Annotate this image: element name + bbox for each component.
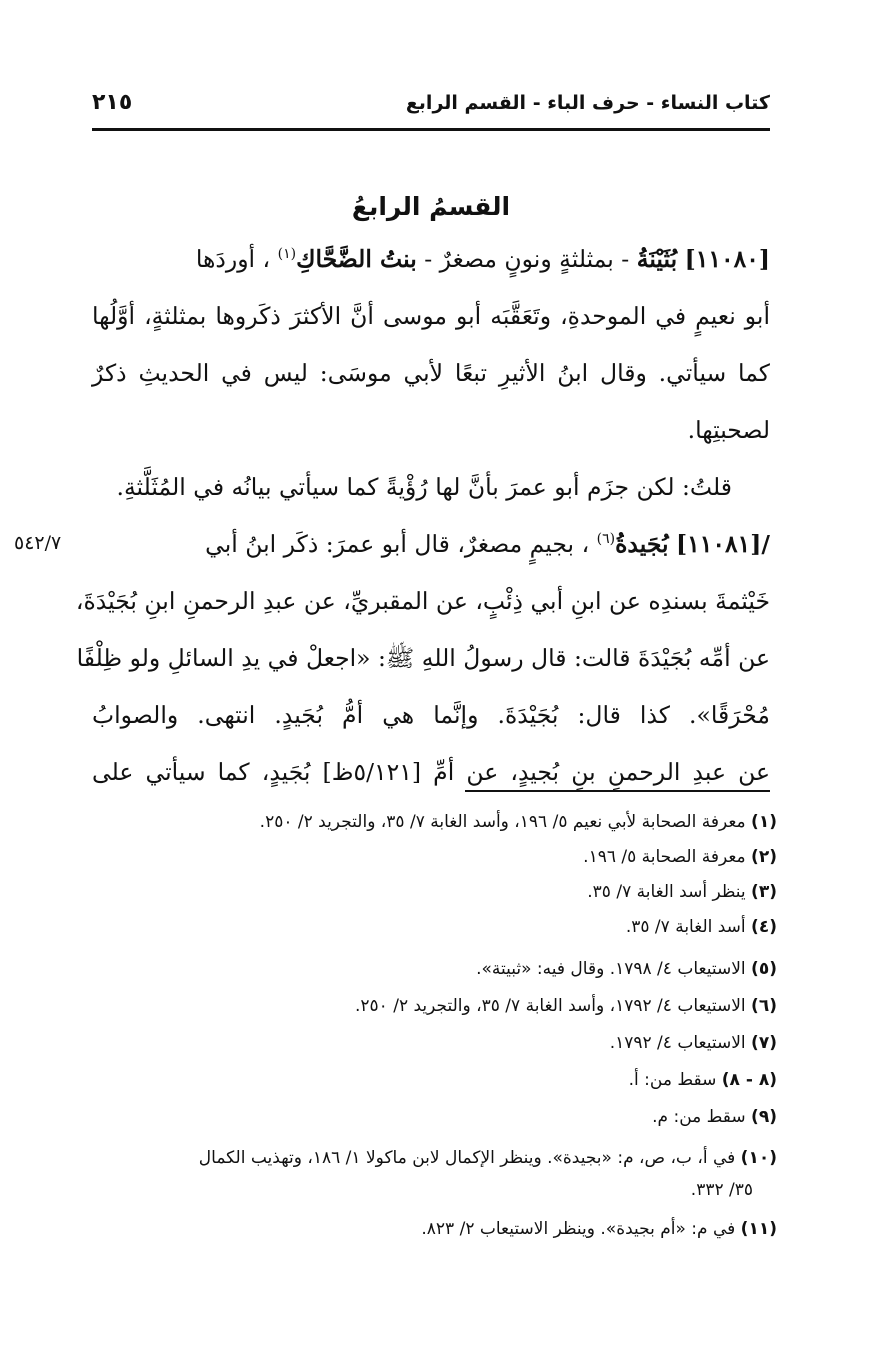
footnote-5 — [87, 955, 777, 983]
footnote-text: سقط من: م. — [652, 1107, 746, 1127]
entry-name: بُثَيْنَةُ — [636, 245, 678, 273]
entry-name: بُجَيدةُ — [615, 530, 669, 558]
entry-11080-line-2: أبو نعيمٍ في الموحدةِ، وتَعَقَّبَه أبو موسى أنَّ الأكثرَ ذكَروها بمثلثةٍ، أوَّلُها — [92, 302, 770, 330]
footnote-text: أسد الغابة ٧/ ٣٥. — [625, 917, 746, 937]
page-number: ٢١٥ — [92, 90, 133, 115]
footnote-text: معرفة الصحابة ٥/ ١٩٦. — [583, 847, 746, 867]
footnote-text: الاستيعاب ٤/ ١٧٩٨. وقال فيه: «ثبيتة». — [476, 959, 746, 979]
footnote-11 — [87, 1215, 777, 1243]
entry-11080-line-1 — [92, 236, 770, 282]
running-title: كتاب النساء - حرف الباء - القسم الرابع — [405, 92, 770, 114]
body-text: ، أوردَها — [195, 245, 271, 273]
footnote-text: في أ، ب، ص، م: «بجيدة». وينظر الإكمال لابن ماكولا ١/ ١٨٦، وتهذيب الكمال — [198, 1148, 736, 1168]
footnote-number: (٢) — [751, 847, 777, 867]
body-text: ، بجيمٍ مصغرٌ، قال أبو عمرَ: ذكَر ابنُ أبي — [205, 530, 590, 558]
footnote-2 — [87, 843, 777, 871]
header-rule — [92, 128, 770, 131]
page-header — [92, 86, 770, 126]
footnote-9 — [87, 1103, 777, 1131]
entry-number: [١١٠٨٠] — [684, 245, 770, 273]
footnote-text: ينظر أسد الغابة ٧/ ٣٥. — [587, 882, 746, 902]
footnote-1 — [87, 808, 777, 836]
entry-11081-line-1 — [92, 521, 770, 567]
footnote-number: (٨ - ٨) — [721, 1070, 777, 1090]
entry-11081-line-3: عن أمِّه بُجَيْدَةَ قالت: قال رسولُ اللهِ ﷺ: «اجعلْ في يدِ السائلِ ولو ظِلْفًا — [76, 644, 770, 672]
footnote-4 — [87, 913, 777, 941]
section-heading: القسمُ الرابعُ — [351, 192, 511, 221]
footnote-text: سقط من: أ. — [628, 1070, 717, 1090]
entry-11081-line-5: عن عبدِ الرحمنِ بنِ بُجيدٍ، عن أمِّ [٥/١٢١ظ] بُجَيدٍ، كما سيأتي على — [92, 758, 770, 786]
footnote-text: الاستيعاب ٤/ ١٧٩٢. — [609, 1033, 746, 1053]
footnote-text: الاستيعاب ٤/ ١٧٩٢، وأسد الغابة ٧/ ٣٥، والتجريد ٢/ ٢٥٠. — [354, 996, 746, 1016]
footnote-text: في م: «أم بجيدة». وينظر الاستيعاب ٢/ ٨٢٣. — [421, 1219, 736, 1239]
footnote-3 — [87, 878, 777, 906]
footnote-6 — [87, 992, 777, 1020]
entry-11081-line-4: مُحْرَقًا». كذا قال: بُجَيْدَةَ. وإنَّما هي أمُّ بُجَيدٍ. انتهى. والصوابُ — [92, 701, 770, 729]
qultu-line: قلتُ: لكن جزَم أبو عمرَ بأنَّ لها رُؤْيةً كما سيأتي بيانُه في المُثَلَّثةِ. — [116, 473, 732, 501]
footnote-number: (١١) — [740, 1219, 777, 1239]
entry-11080-line-4: لصحبتِها. — [687, 416, 770, 444]
footnote-10-continuation: ٣٥/ ٣٣٢. — [690, 1180, 753, 1200]
footnote-text: معرفة الصحابة لأبي نعيم ٥/ ١٩٦، وأسد الغابة ٧/ ٣٥، والتجريد ٢/ ٢٥٠. — [259, 812, 746, 832]
footnote-number: (١) — [751, 812, 777, 832]
footnote-10 — [87, 1144, 777, 1172]
footnote-ref: (١) — [277, 246, 297, 263]
entry-11081-line-2: خَيْثمةَ بسندِه عن ابنِ أبي ذِئْبٍ، عن المقبريِّ، عن عبدِ الرحمنِ ابنِ بُجَيْدَةَ، — [75, 587, 770, 615]
footnote-number: (٧) — [751, 1033, 777, 1053]
footnote-8 — [87, 1066, 777, 1094]
footnote-number: (٥) — [751, 959, 777, 979]
footnote-7 — [87, 1029, 777, 1057]
footnote-number: (٤) — [751, 917, 777, 937]
entry-number: /[١١٠٨١] — [676, 530, 770, 558]
footnote-rule — [465, 790, 770, 792]
footnote-number: (٣) — [751, 882, 777, 902]
footnote-ref: (٦) — [596, 531, 616, 548]
entry-11080-line-3: كما سيأتي. وقال ابنُ الأثيرِ تبعًا لأبي موسَى: ليس في الحديثِ ذكرٌ — [92, 359, 770, 387]
footnote-number: (٦) — [751, 996, 777, 1016]
entry-lineage: بنتُ الضَّحَّاكِ — [296, 245, 417, 273]
footnote-number: (١٠) — [740, 1148, 777, 1168]
body-text: - بمثلثةٍ ونونٍ مصغرٌ - — [416, 245, 637, 273]
footnote-number: (٩) — [751, 1107, 777, 1127]
margin-page-reference: ٥٤٢/٧ — [14, 532, 62, 554]
